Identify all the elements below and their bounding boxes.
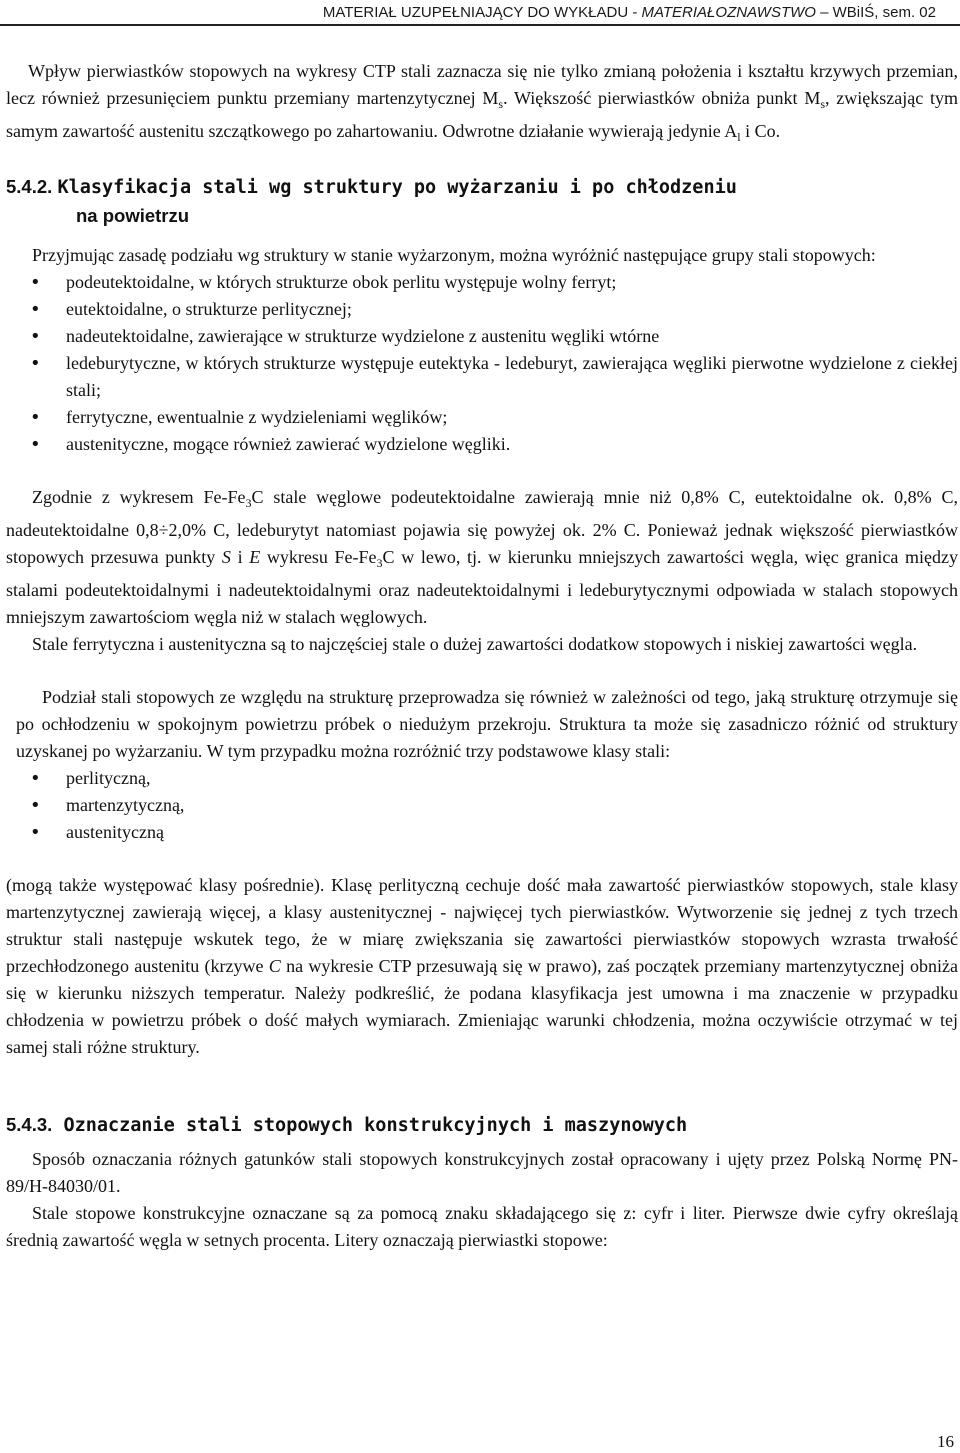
list-item: • nadeutektoidalne, zawierające w strukturze wydzielone z austenitu węgliki wtórne	[6, 323, 958, 350]
marking-rules-paragraph: Stale stopowe konstrukcyjne oznaczane są za pomocą znaku składającego się z: cyfr i liter. Pierwsze dwie cyfry określają średnią zawartość węgla w setnych procenta. Litery oznaczają pierwiastki stopowe:	[6, 1203, 958, 1250]
list-item: • perlityczną,	[6, 765, 958, 792]
header-prefix: MATERIAŁ UZUPEŁNIAJĄCY DO WYKŁADU -	[322, 4, 642, 21]
section-number: 5.4.3.	[6, 1114, 53, 1135]
ferritic-austenitic-paragraph: Stale ferrytyczna i austenityczna są to najczęściej stale o dużej zawartości dodatkow stopowych i niskiej zawartości węgla.	[32, 634, 918, 654]
intro-paragraph: Wpływ pierwiastków stopowych na wykresy CTP stali zaznacza się nie tylko zmianą położenia i kształtu krzywych przemian, lecz również przesunięciem punktu przemiany martenzytycznej $M_s$. Większość pierwiastków obniża punkt $M_s$, zwiększając tym samym zawartość austenitu szczątkowego po zahartowaniu. Odwrotne działanie wywierają jedynie $A_l$ i Co.	[6, 61, 958, 144]
section-number: 5.4.2.	[6, 176, 53, 197]
section-542-lead: Przyjmując zasadę podziału wg struktury w stanie wyżarzonym, można wyróżnić następujące grupy stali stopowych:	[32, 245, 876, 265]
header-course: MATERIAŁOZNAWSTWO	[641, 4, 816, 21]
list-item: • austenityczną	[6, 819, 958, 846]
page-number: 16	[937, 1432, 954, 1451]
list-item: • martenzytyczną,	[6, 792, 958, 819]
marking-intro-paragraph: Sposób oznaczania różnych gatunków stali stopowych konstrukcyjnych został opracowany i ujęty przez Polską Normę PN-89/H-84030/01.	[6, 1149, 958, 1196]
steel-class-list	[6, 765, 958, 846]
cooling-structure-paragraph: Podział stali stopowych ze względu na strukturę przeprowadza się również w zależności od tego, jaką strukturę otrzymuje się po ochłodzeniu w spokojnym powietrzu próbek o niedużym przekroju. Struktura ta może się zasadniczo różnić od struktury uzyskanej po wyżarzaniu. W tym przypadku można rozróżnić trzy podstawowe klasy stali:	[16, 687, 958, 761]
list-item: • ferrytyczne, ewentualnie z wydzieleniami węglików;	[6, 404, 958, 431]
list-item: • eutektoidalne, o strukturze perlitycznej;	[6, 296, 958, 323]
steel-group-list	[6, 269, 958, 458]
header-suffix: – WBiIŚ, sem. 02	[815, 4, 936, 21]
page-content	[6, 58, 958, 1254]
section-542-heading	[6, 173, 958, 230]
section-title: Oznaczanie stali stopowych konstrukcyjnych i maszynowych	[63, 1115, 688, 1136]
class-description-paragraph: (mogą także występować klasy pośrednie). Klasę perlityczną cechuje dość mała zawartość pierwiastków stopowych, stale klasy martenzytycznej zawierają więcej, a klasy austenitycznej - najwięcej tych pierwiastków. Wytworzenie się jednej z tych trzech struktur stali następuje wskutek tego, że w miarę zwiększania się zawartości pierwiastków stopowych wzrasta trwałość przechłodzonego austenitu (krzywe C na wykresie CTP przesuwają się w prawo), zaś początek przemiany martenzytycznej obniża się w kierunku niższych temperatur. Należy podkreślić, że podana klasyfikacja jest umowna i ma znaczenie w przypadku chłodzenia w powietrzu próbek o dość małych wymiarach. Zmieniając warunki chłodzenia, można oczywiście otrzymać w tej samej stali różne struktury.	[6, 875, 958, 1057]
carbon-content-paragraph: Zgodnie z wykresem $Fe-Fe_3C$ stale węglowe podeutektoidalne zawierają mnie niż 0,8% C, eutektoidalne ok. 0,8% C, nadeutektoidalne 0,8÷2,0% C, ledeburytyt natomiast pojawia się powyżej ok. 2% C. Ponieważ jednak większość pierwiastków stopowych przesuwa punkty S i E wykresu $Fe-Fe_3C$ w lewo, tj. w kierunku mniejszych zawartości węgla, więc granica między stalami podeutektoidalnymi i nadeutektoidalnymi oraz nadeutektoidalnymi i ledeburytycznymi odpowiada w stalach stopowych mniejszym zawartościom węgla niż w stalach węglowych.	[6, 487, 959, 627]
list-item: • austenityczne, mogące również zawierać wydzielone węgliki.	[6, 431, 958, 458]
list-item: • ledeburytyczne, w których strukturze występuje eutektyka - ledeburyt, zawierająca węgliki pierwotne wydzielone z ciekłej stali;	[6, 350, 958, 404]
section-543-heading	[6, 1111, 958, 1140]
page-header	[0, 0, 960, 26]
section-title-cont: na powietrzu	[76, 205, 190, 226]
section-title: Klasyfikacja stali wg struktury po wyżarzaniu i po chłodzeniu	[57, 177, 737, 198]
list-item: • podeutektoidalne, w których strukturze obok perlitu występuje wolny ferryt;	[6, 269, 958, 296]
